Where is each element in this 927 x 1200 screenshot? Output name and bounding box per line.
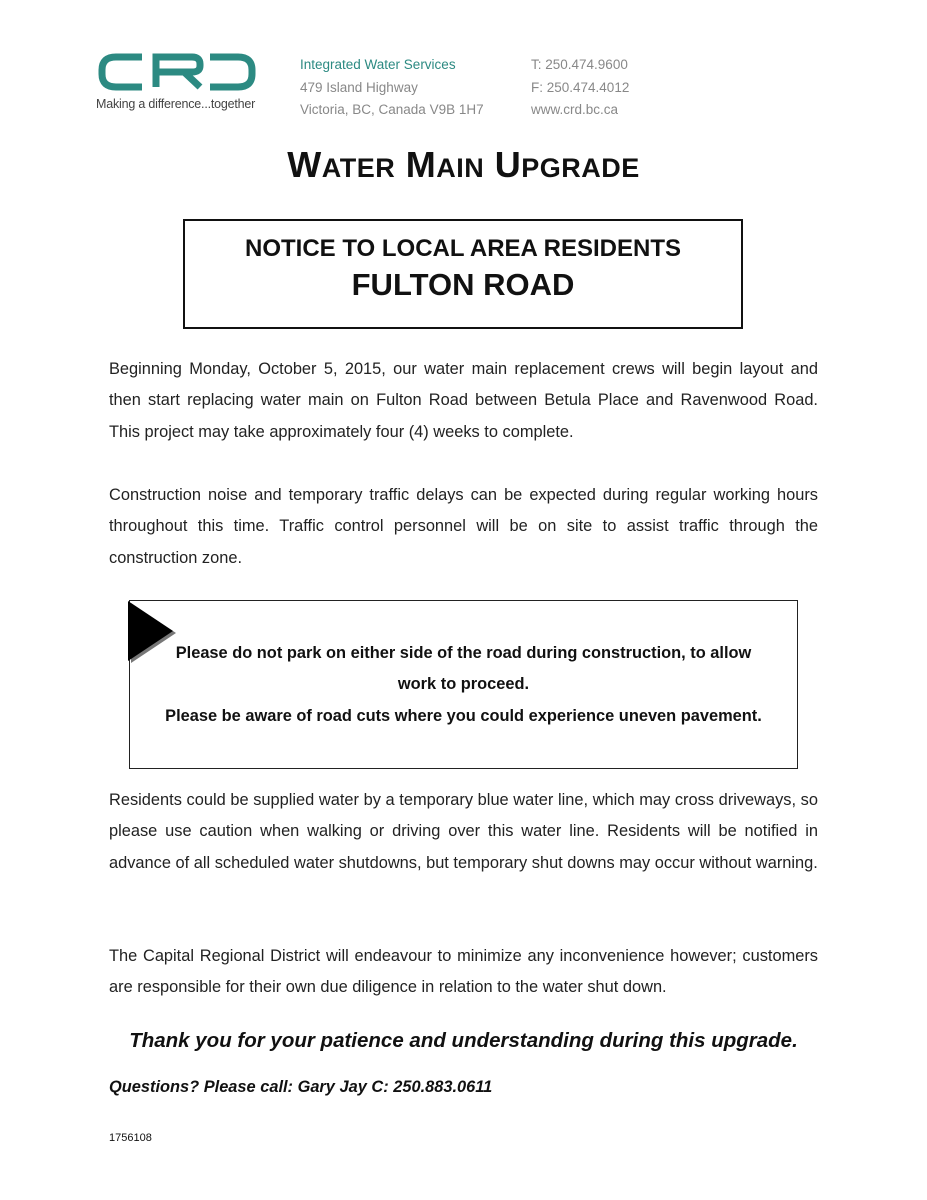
paragraph-diligence: The Capital Regional District will endeavour to minimize any inconvenience however; customers are responsible for their own due diligence in relation to the water shut down. xyxy=(109,947,818,997)
alert-text xyxy=(160,638,767,732)
paragraph-traffic: Construction noise and temporary traffic delays can be expected during regular working hours throughout this time. Traffic control personnel will be on site to assist traffic through the construction zone. xyxy=(109,486,818,567)
contact-questions: Questions? Please call: Gary Jay C: 250.883.0611 xyxy=(109,1078,493,1096)
address-line-2: Victoria, BC, Canada V9B 1H7 xyxy=(300,102,484,117)
contact-info xyxy=(531,54,629,122)
page-title: WATER MAIN UPGRADE xyxy=(287,144,640,185)
fax-number: F: 250.474.4012 xyxy=(531,79,630,95)
alert-box xyxy=(129,600,798,769)
thank-you-message: Thank you for your patience and understanding during this upgrade. xyxy=(129,1029,798,1052)
website-link[interactable]: www.crd.bc.ca xyxy=(531,102,619,117)
phone-number: T: 250.474.9600 xyxy=(531,57,628,72)
paragraph-schedule: Beginning Monday, October 5, 2015, our water main replacement crews will begin layout and then start replacing water main on Fulton Road between Betula Place and Ravenwood Road. This project may take approximately four (4) weeks to complete. xyxy=(109,360,818,441)
alert-parking: Please do not park on either side of the road during construction, to allow work to proceed. xyxy=(175,644,752,694)
notice-street: FULTON ROAD xyxy=(351,267,575,302)
crd-logo xyxy=(96,52,276,92)
org-name: Integrated Water Services xyxy=(300,57,456,72)
org-address xyxy=(300,54,484,122)
paragraph-water-line: Residents could be supplied water by a temporary blue water line, which may cross driveways, so please use caution when walking or driving over this water line. Residents will be notified in advance of all scheduled water shutdowns, but temporary shut downs may occur without warning. xyxy=(109,791,818,872)
crd-logo-icon xyxy=(96,52,258,92)
tagline: Making a difference...together xyxy=(96,97,256,111)
document-number: 1756108 xyxy=(109,1132,152,1144)
alert-road-cuts: Please be aware of road cuts where you could experience uneven pavement. xyxy=(165,706,762,725)
notice-box xyxy=(183,219,743,329)
address-line-1: 479 Island Highway xyxy=(300,79,418,95)
notice-heading: NOTICE TO LOCAL AREA RESIDENTS xyxy=(244,235,682,262)
